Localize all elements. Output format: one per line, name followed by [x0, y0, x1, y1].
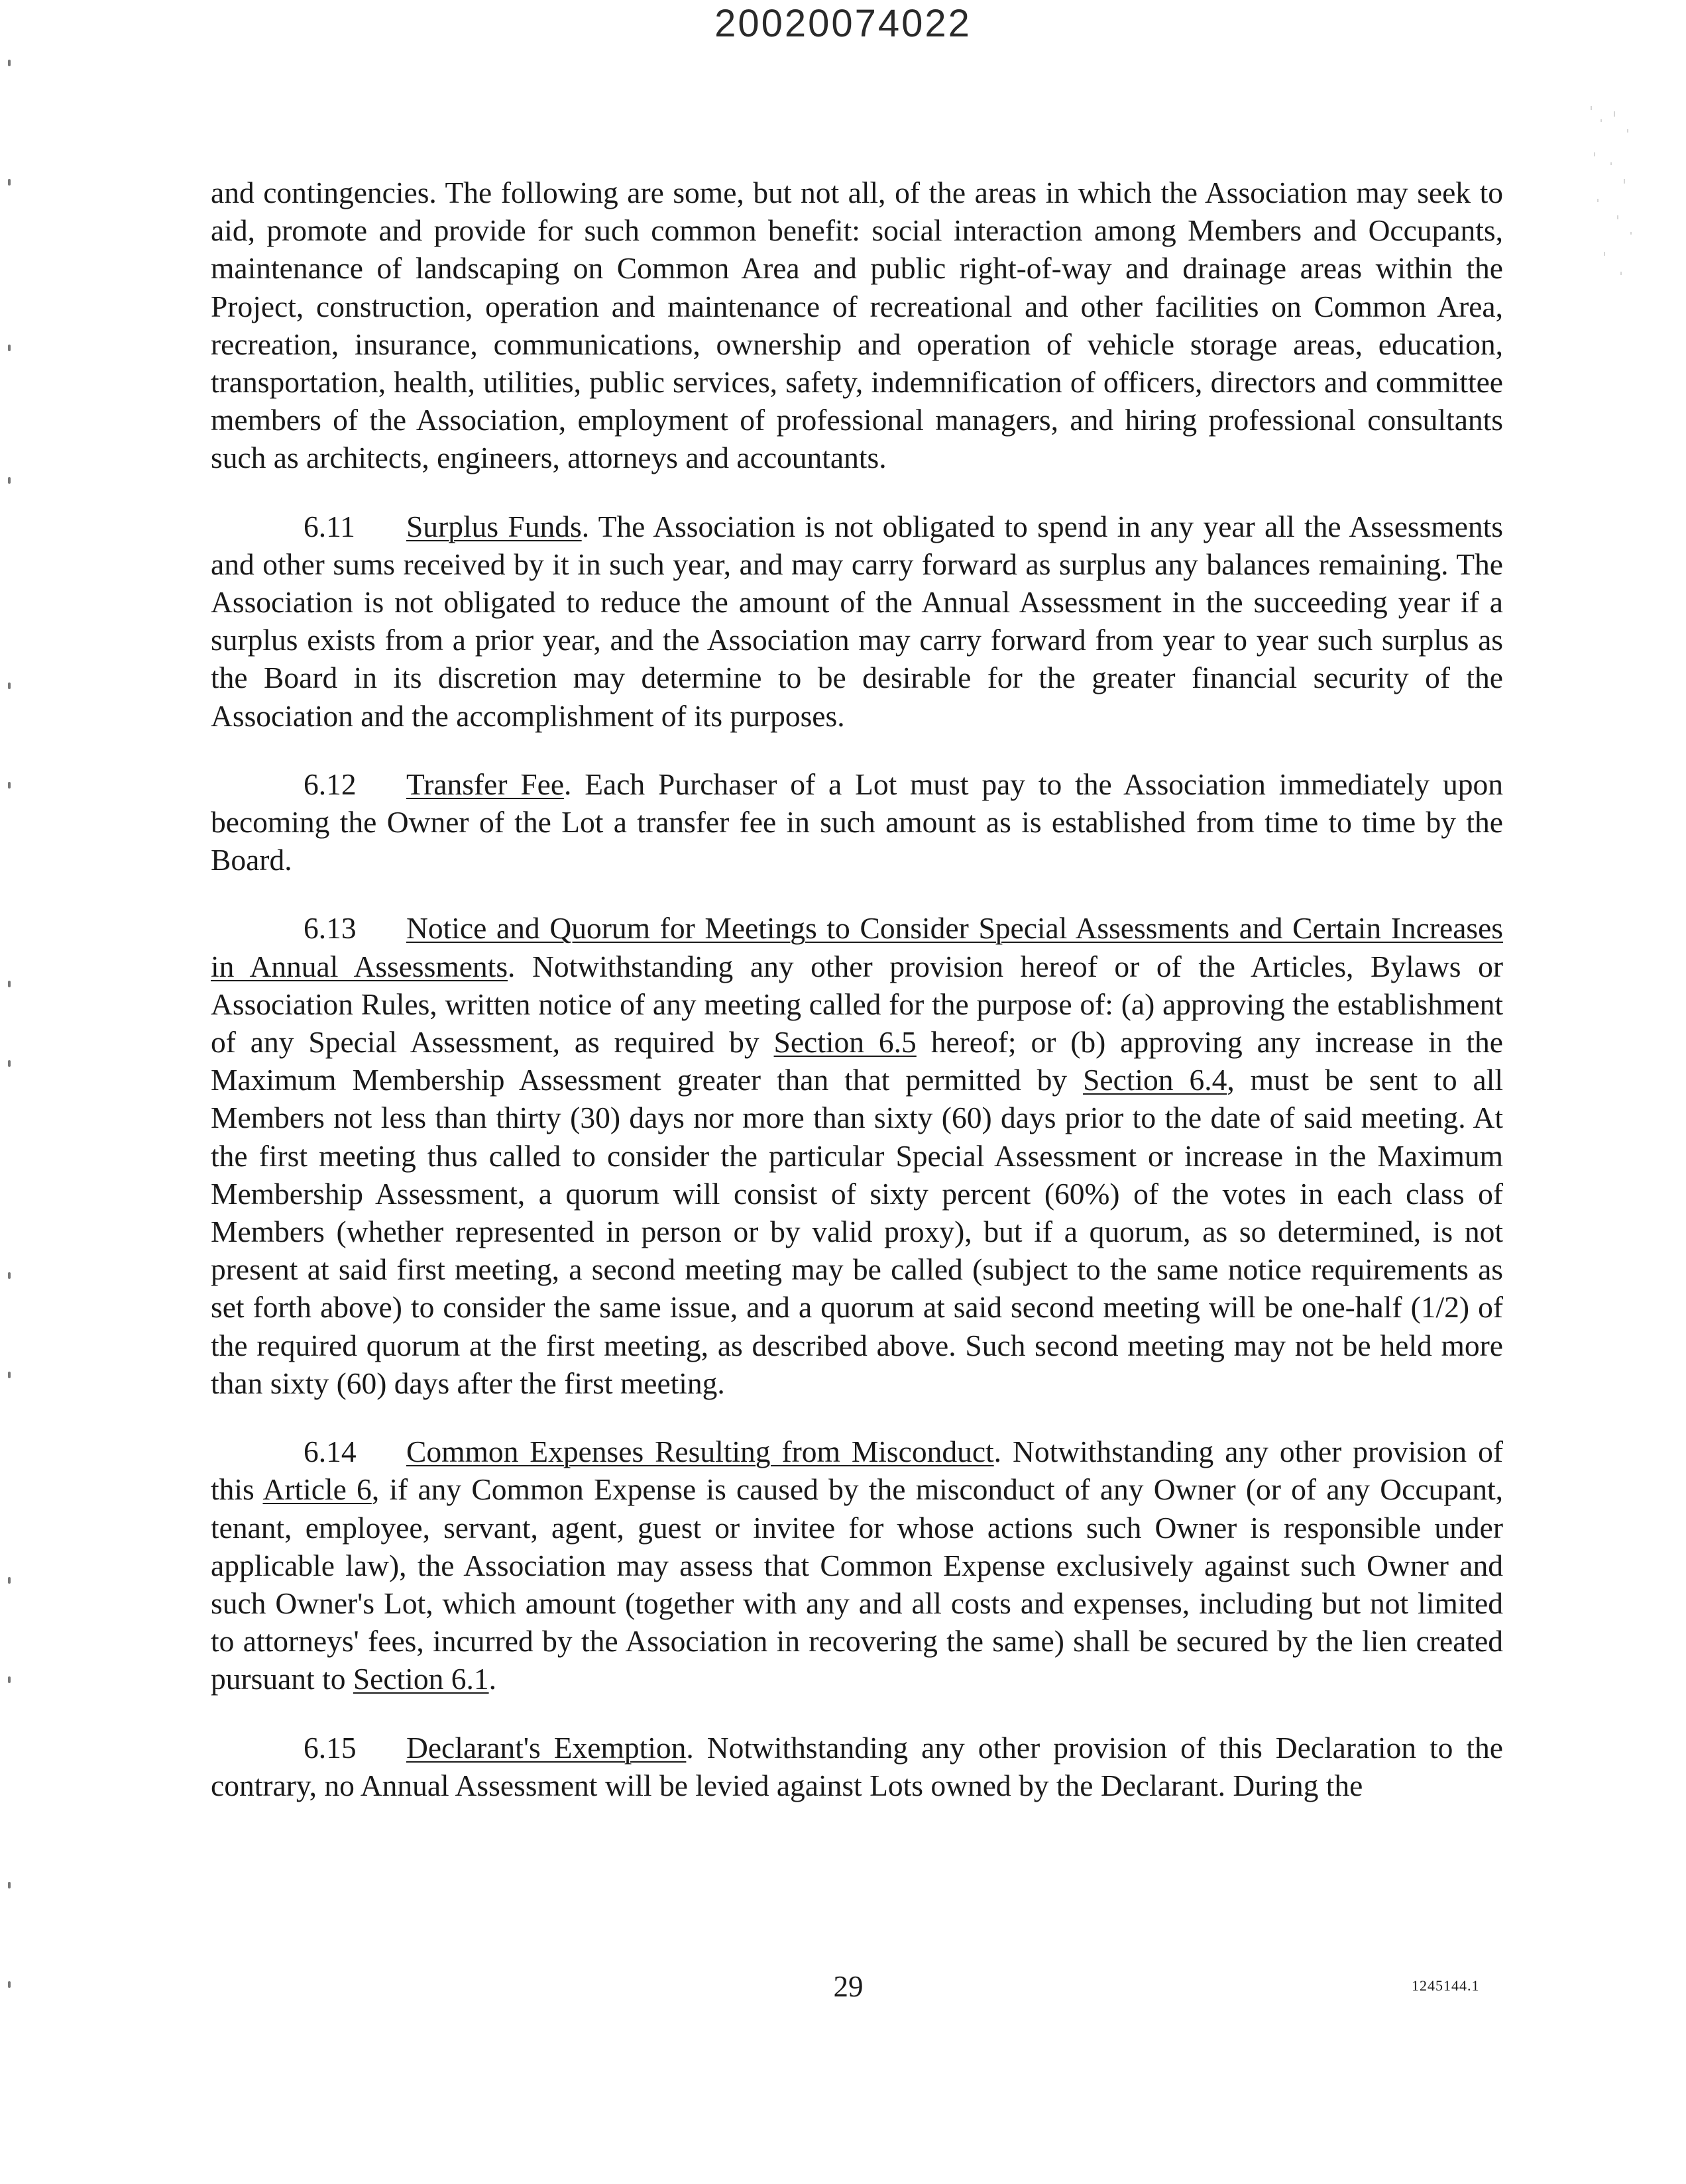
scan-margin-mark	[8, 1372, 11, 1378]
section-number: 6.14	[304, 1435, 357, 1469]
scan-margin-mark	[8, 1981, 11, 1988]
document-id: 1245144.1	[1412, 1977, 1480, 1994]
scan-margin-mark	[8, 345, 11, 351]
scan-margin-mark	[8, 1272, 11, 1279]
section-6-14	[211, 1433, 1503, 1698]
section-title: Surplus Funds	[406, 509, 582, 543]
document-body	[211, 174, 1503, 1835]
section-6-15	[211, 1729, 1503, 1804]
section-text: .	[488, 1662, 496, 1696]
section-text: . Notwithstanding any other provision hereof or of the Articles, Bylaws or Association Rules, written notice of any meeting called for the purpose of: (a) approving the establishment of any Special Assessment, as required by	[211, 949, 1503, 1060]
scan-margin-mark	[8, 179, 11, 186]
section-text: , if any Common Expense is caused by the misconduct of any Owner (or of any Occupant, tenant, employee, servant, agent, guest or invitee for whose actions such Owner is responsible under applicable law), the Association may assess that Common Expense exclusively against such Owner and such Owner's Lot, which amount (together with any and all costs and expenses, including but not limited to attorneys' fees, incurred by the Association in recovering the same) shall be secured by the lien created pursuant to	[211, 1472, 1503, 1696]
section-6-12	[211, 765, 1503, 879]
section-text: hereof; or (b) approving any increase in the Maximum Membership Assessment greater than that permitted by	[211, 1025, 1504, 1097]
section-reference: Section 6.4	[1083, 1063, 1227, 1097]
section-reference: Section 6.5	[773, 1025, 917, 1060]
section-text: . Notwithstanding any other provision of this	[211, 1435, 1503, 1507]
scan-margin-mark	[8, 682, 11, 689]
section-title: Notice and Quorum for Meetings to Consider Special Assessments and Certain Increases in Annual Assessments	[211, 911, 1503, 983]
section-text: . Each Purchaser of a Lot must pay to the Association immediately upon becoming the Owner of the Lot a transfer fee in such amount as is established from time to time by the Board.	[211, 767, 1503, 877]
scan-margin-mark	[8, 1676, 11, 1683]
section-text: . The Association is not obligated to spend in any year all the Assessments and other sums received by it in such year, and may carry forward as surplus any balances remaining. The Association is not obligated to reduce the amount of the Annual Assessment in the succeeding year if a surplus exists from a prior year, and the Association may carry forward from year to year such surplus as the Board in its discretion may determine to be desirable for the greater financial security of the Association and the accomplishment of its purposes.	[211, 509, 1503, 733]
scan-noise	[1587, 99, 1640, 298]
section-title: Transfer Fee	[406, 767, 565, 801]
recording-number: 20020074022	[714, 2, 972, 45]
page-number: 29	[833, 1970, 864, 2003]
section-number: 6.13	[304, 911, 357, 946]
section-number: 6.11	[304, 509, 355, 543]
scan-margin-mark	[8, 981, 11, 987]
section-6-11	[211, 508, 1503, 735]
scan-margin-mark	[8, 782, 11, 789]
section-title: Common Expenses Resulting from Misconduct	[406, 1435, 994, 1469]
scan-margin-mark	[8, 60, 11, 66]
scan-margin-mark	[8, 1882, 11, 1888]
section-number: 6.12	[304, 767, 357, 801]
scan-margin-mark	[8, 1060, 11, 1067]
scan-margin-mark	[8, 477, 11, 484]
section-text: . Notwithstanding any other provision of this Declaration to the contrary, no Annual Assessment will be levied against Lots owned by the Declarant. During the	[211, 1730, 1503, 1802]
section-number: 6.15	[304, 1730, 357, 1765]
section-title: Declarant's Exemption	[406, 1730, 687, 1765]
scan-margin-mark	[8, 1577, 11, 1584]
section-text: , must be sent to all Members not less than thirty (30) days nor more than sixty (60) days prior to the date of said meeting. At the first meeting thus called to consider the particular Special Assessment or increase in the Maximum Membership Assessment, a quorum will consist of sixty percent (60%) of the votes in each class of Members (whether represented in person or by valid proxy), but if a quorum, as so determined, is not present at said first meeting, a second meeting may be called (subject to the same notice requirements as set forth above) to consider the same issue, and a quorum at said second meeting will be one-half (1/2) of the required quorum at the first meeting, as described above. Such second meeting may not be held more than sixty (60) days after the first meeting.	[211, 1063, 1503, 1400]
paragraph-intro: and contingencies. The following are some, but not all, of the areas in which the Association may seek to aid, promote and provide for such common benefit: social interaction among Members and Occupants, maintenance of landscaping on Common Area and public right-of-way and drainage areas within the Project, construction, operation and maintenance of recreational and other facilities on Common Area, recreation, insurance, communications, ownership and operation of vehicle storage areas, education, transportation, health, utilities, public services, safety, indemnification of officers, directors and committee members of the Association, employment of professional managers, and hiring professional consultants such as architects, engineers, attorneys and accountants.	[211, 176, 1503, 475]
article-reference: Article 6	[262, 1472, 372, 1507]
section-reference: Section 6.1	[353, 1662, 489, 1696]
section-6-13	[211, 909, 1503, 1402]
